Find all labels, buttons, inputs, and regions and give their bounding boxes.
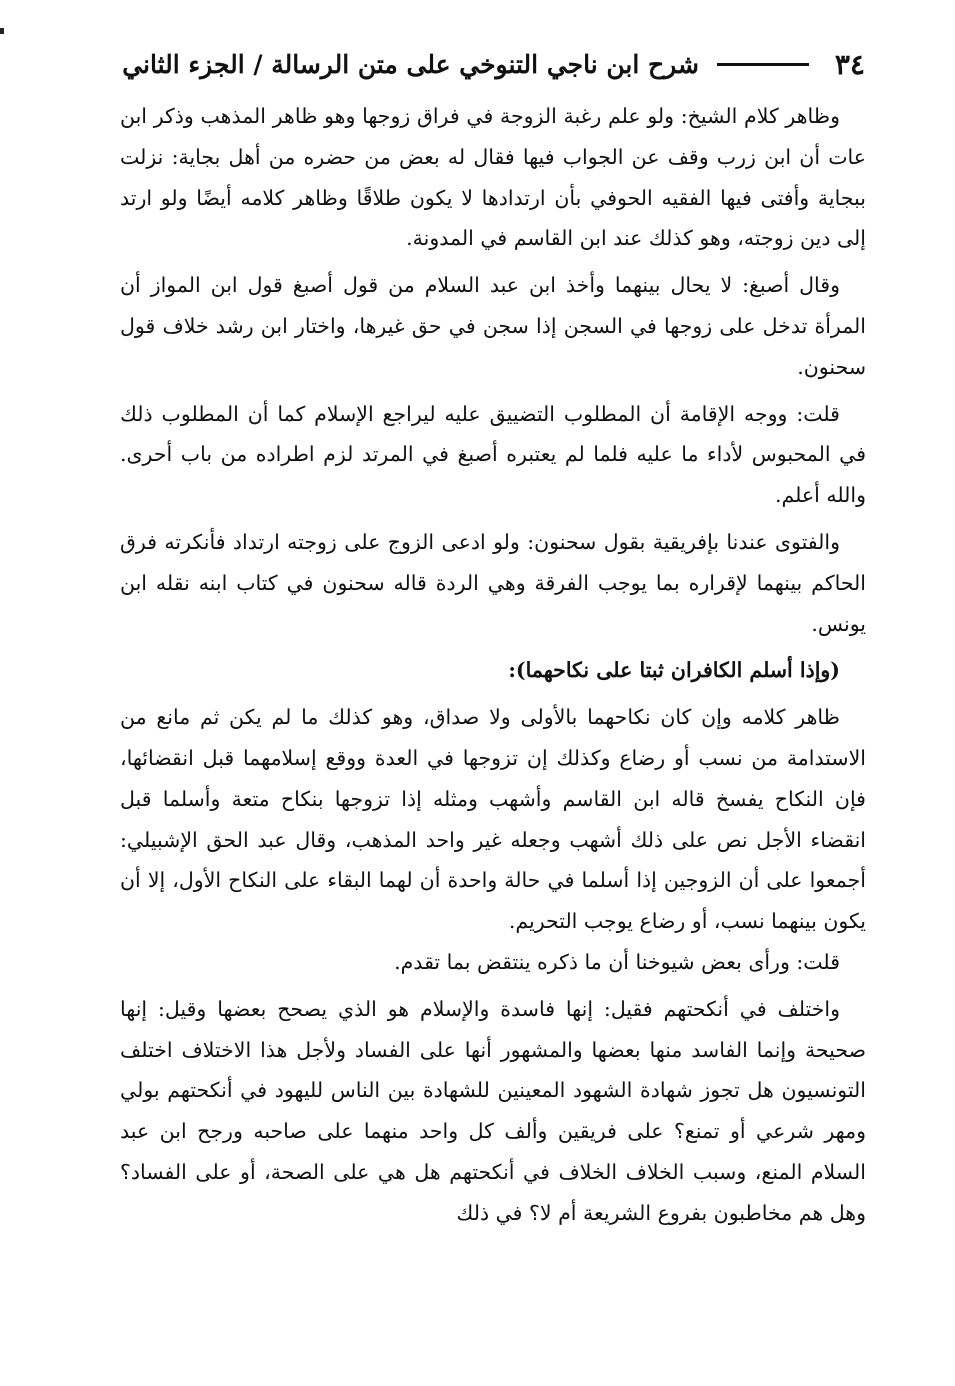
header-rule: [717, 63, 809, 66]
paragraph: قلت: ورأى بعض شيوخنا أن ما ذكره ينتقض بما تقدم.: [394, 949, 840, 974]
page-number: ٣٤: [834, 47, 865, 81]
paragraph: قلت: ووجه الإقامة أن المطلوب التضييق عليه ليراجع الإسلام كما أن المطلوب ذلك في المحبوس لأداء ما عليه فلما لم يعتبره أصبغ في المرتد لزم اطراده من باب أحرى. والله أعلم.: [120, 401, 866, 508]
paragraph: وظاهر كلام الشيخ: ولو علم رغبة الزوجة في فراق زوجها وهو ظاهر المذهب وذكر ابن عات أن ابن زرب وقف عن الجواب فيها فقال له بعض من حضره من أهل بجاية: نزلت ببجاية وأفتى فيها الفقيه الحوفي بأن ارتدادها لا يكون طلاقًا وظاهر كلامه أيضًا ولو ارتد إلى دين زوجته، وهو كذلك عند ابن القاسم في المدونة.: [120, 104, 866, 251]
scan-mark: [0, 28, 4, 34]
paragraph: وقال أصبغ: لا يحال بينهما وأخذ ابن عبد السلام من قول أصبغ قول ابن المواز أن المرأة تدخل على زوجها في السجن إذا سجن في حق غيرها، واختار ابن رشد خلاف قول سحنون.: [120, 273, 866, 379]
paragraph: والفتوى عندنا بإفريقية بقول سحنون: ولو ادعى الزوج على زوجته ارتداد فأنكرته فرق الحاكم بينهما لإقراره بما يوجب الفرقة وهي الردة قاله سحنون في كتاب ابنه نقله ابن يونس.: [120, 529, 866, 636]
section-heading: (وإذا أسلم الكافران ثبتا على نكاحهما):: [508, 658, 840, 683]
paragraph: واختلف في أنكحتهم فقيل: إنها فاسدة والإسلام هو الذي يصحح بعضها وقيل: إنها صحيحة وإنما الفاسد منها بعضها والمشهور أنها على الفساد ولأجل هذا الاختلاف اختلف التونسيون هل تجوز شهادة الشهود المعينين للشهادة بين الناس لليهود في أنكحتهم بولي ومهر شرعي أو تمنع؟ على فريقين وألف كل واحد منهما على صاحبه ورجح ابن عبد السلام المنع، وسبب الخلاف الخلاف في أنكحتهم هل هي على الصحة، أو على الفساد؟ وهل هم مخاطبون بفروع الشريعة أم لا؟ في ذلك: [120, 996, 866, 1225]
page-body: [120, 96, 866, 1240]
page-header: [115, 40, 865, 88]
paragraph: ظاهر كلامه وإن كان نكاحهما بالأولى ولا صداق، وهو كذلك ما لم يكن ثم مانع من الاستدامة من نسب أو رضاع وكذلك إن تزوجها في العدة ووقع إسلامهما قبل انقضائها، فإن النكاح يفسخ قاله ابن القاسم وأشهب ومثله إذا تزوجها بنكاح متعة وأسلما قبل انقضاء الأجل نص على ذلك أشهب وجعله غير واحد المذهب، وقال عبد الحق الإشبيلي: أجمعوا على أن الزوجين إذا أسلما في حالة واحدة أن لهما البقاء على النكاح الأول، إلا أن يكون بينهما نسب، أو رضاع يوجب التحريم.: [120, 705, 866, 934]
running-title: شرح ابن ناجي التنوخي على متن الرسالة / الجزء الثاني: [122, 49, 699, 79]
